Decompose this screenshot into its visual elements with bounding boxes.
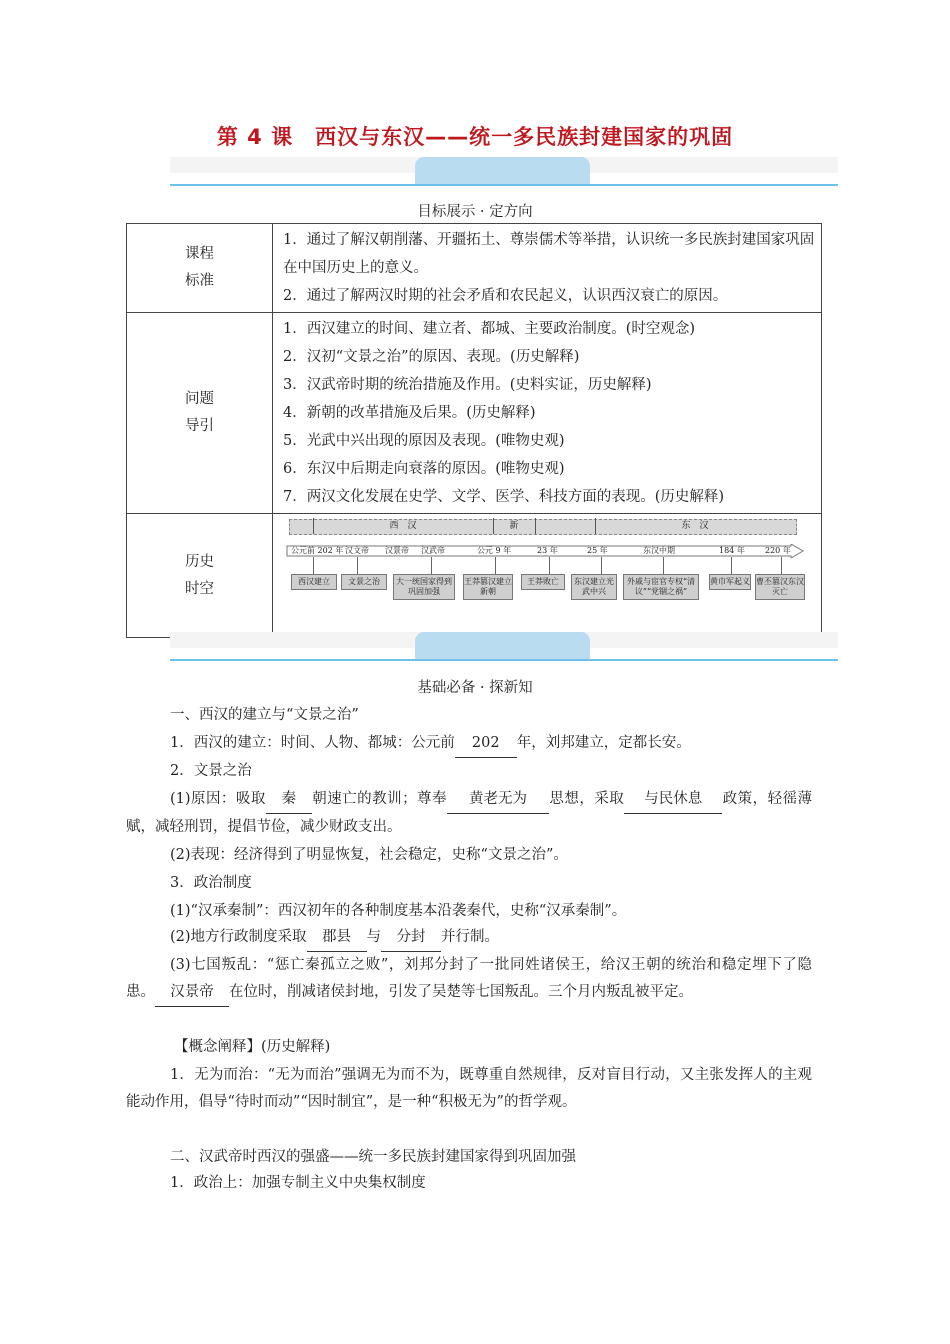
text: 在位时，削减诸侯封地，引发了吴楚等七国叛乱。三个月内叛乱被平定。 [229,984,693,1000]
page-title: 第 4 课 西汉与东汉——统一多民族封建国家的巩固 [216,125,734,149]
text: 与 [366,929,382,945]
label-questions [127,313,273,514]
answer-blank: 与民休息 [624,786,722,814]
label-standard [127,224,273,313]
connector [313,557,314,574]
standard-item: 1．通过了解汉朝削藩、开疆拓土、尊崇儒术等举措，认识统一多民族封建国家巩固在中国历史上的意义。 [283,232,815,276]
question-item: 4．新朝的改革措施及后果。(历史解释) [283,405,536,421]
year-label: 汉景帝 [385,546,409,555]
answer-blank: 汉景帝 [155,979,229,1007]
section-divider [170,659,838,661]
event-box: 西汉建立 [291,574,337,590]
questions-content [273,313,822,514]
question-item: 1．西汉建立的时间、建立者、都城、主要政治制度。(时空观念) [283,321,696,337]
connector [601,557,602,574]
text: 思想，采取 [548,791,625,807]
standard-item: 2．通过了解两汉时期的社会矛盾和农民起义，认识西汉衰亡的原因。 [283,288,728,304]
year-label: 184 年 [719,546,745,555]
section-title-goals: 目标展示 · 定方向 [417,204,533,220]
answer-blank: 202 [455,730,517,758]
year-label: 汉武帝 [421,546,445,555]
question-item: 7．两汉文化发展在史学、文学、医学、科技方面的表现。(历史解释) [283,489,725,505]
paragraph: (1)“汉承秦制”：西汉初年的各种制度基本沿袭秦代，史称“汉承秦制”。 [170,903,627,919]
label-line: 问题 [185,391,214,407]
event-box: 东汉建立光武中兴 [571,574,617,600]
period-donghan: 东 汉 [681,521,709,531]
answer-blank: 郡县 [307,924,367,952]
question-item: 2．汉初“文景之治”的原因、表现。(历史解释) [283,349,580,365]
objectives-table [126,223,822,638]
standard-content [273,224,822,313]
paragraph [170,924,499,952]
text: 政策，轻徭薄赋，减轻刑罚，提倡节俭，减少财政支出。 [126,791,813,835]
answer-blank: 分封 [381,924,441,952]
concept-text: 1．无为而治：“无为而治”强调无为而不为，既尊重自然规律，反对盲目行动，又主张发挥人的主观能动作用，倡导“待时而动”“因时制宜”，是一种“积极无为”的哲学观。 [126,1067,812,1110]
text: (2)地方行政制度采取 [170,929,307,945]
connector [431,557,432,574]
event-box: 大一统国家得到巩固加强 [393,574,455,600]
section-tab [415,157,590,185]
answer-blank: 黄老无为 [447,786,549,814]
label-line: 课程 [185,246,214,262]
text: (3)七国叛乱：“惩亡秦孤立之败”，刘邦分封了一批同姓诸侯王，给汉王朝的统治和稳定埋下了隐患。 [126,957,812,1000]
paragraph [170,730,691,758]
section-title-basics: 基础必备 · 探新知 [417,680,533,696]
event-box: 外戚与宦官专权“清议”“党锢之祸” [623,574,699,600]
event-box: 曹丕篡汉东汉灭亡 [755,574,805,600]
connector [663,557,664,574]
event-box: 黄巾军起义 [709,574,751,590]
text: 朝速亡的教训；尊奉 [311,791,447,807]
section-tab [415,632,590,660]
label-line: 导引 [185,418,214,434]
paragraph: 1．政治上：加强专制主义中央集权制度 [170,1175,426,1191]
connector [495,557,496,574]
event-box: 王莽败亡 [521,574,565,590]
label-line: 标准 [185,273,214,289]
text: 1．西汉的建立：时间、人物、都城：公元前 [170,735,455,751]
event-box: 文景之治 [341,574,387,590]
concept-title: 【概念阐释】(历史解释) [174,1039,331,1055]
period-xin: 新 [509,521,519,531]
year-label: 公元前 202 年 [291,546,344,555]
timeline-cell [273,514,822,638]
event-box: 王莽篡汉建立新朝 [463,574,513,600]
connector [357,557,358,574]
question-item: 3．汉武帝时期的统治措施及作用。(史料实证，历史解释) [283,377,652,393]
text: 并行制。 [441,929,500,945]
text: 年，刘邦建立，定都长安。 [516,735,691,751]
connector [549,557,550,574]
text: (1)原因：吸取 [170,791,266,807]
paragraph: 3．政治制度 [170,875,252,891]
label-line: 时空 [185,580,214,597]
year-label: 公元 9 年 [477,546,512,555]
section-divider [170,184,838,186]
timeline [281,514,821,632]
connector [731,557,732,574]
period-xihan: 西 汉 [389,521,417,531]
paragraph: 2．文景之治 [170,763,252,779]
paragraph: (2)表现：经济得到了明显恢复，社会稳定，史称“文景之治”。 [170,847,568,863]
label-line: 历史 [185,553,214,570]
question-item: 6．东汉中后期走向衰落的原因。(唯物史观) [283,461,565,477]
period-tick [535,518,536,534]
paragraph [126,952,812,1007]
label-spacetime [127,514,273,638]
answer-blank: 秦 [266,786,312,814]
heading-2: 二、汉武帝时西汉的强盛——统一多民族封建国家得到巩固加强 [170,1149,576,1165]
year-label: 25 年 [587,546,608,555]
year-label: 汉文帝 [345,546,369,555]
paragraph [126,786,812,841]
question-item: 5．光武中兴出现的原因及表现。(唯物史观) [283,433,565,449]
year-label: 220 年 [765,546,791,555]
connector [781,557,782,574]
heading-1: 一、西汉的建立与“文景之治” [170,707,359,723]
year-label: 东汉中期 [643,546,675,555]
year-label: 23 年 [537,546,558,555]
